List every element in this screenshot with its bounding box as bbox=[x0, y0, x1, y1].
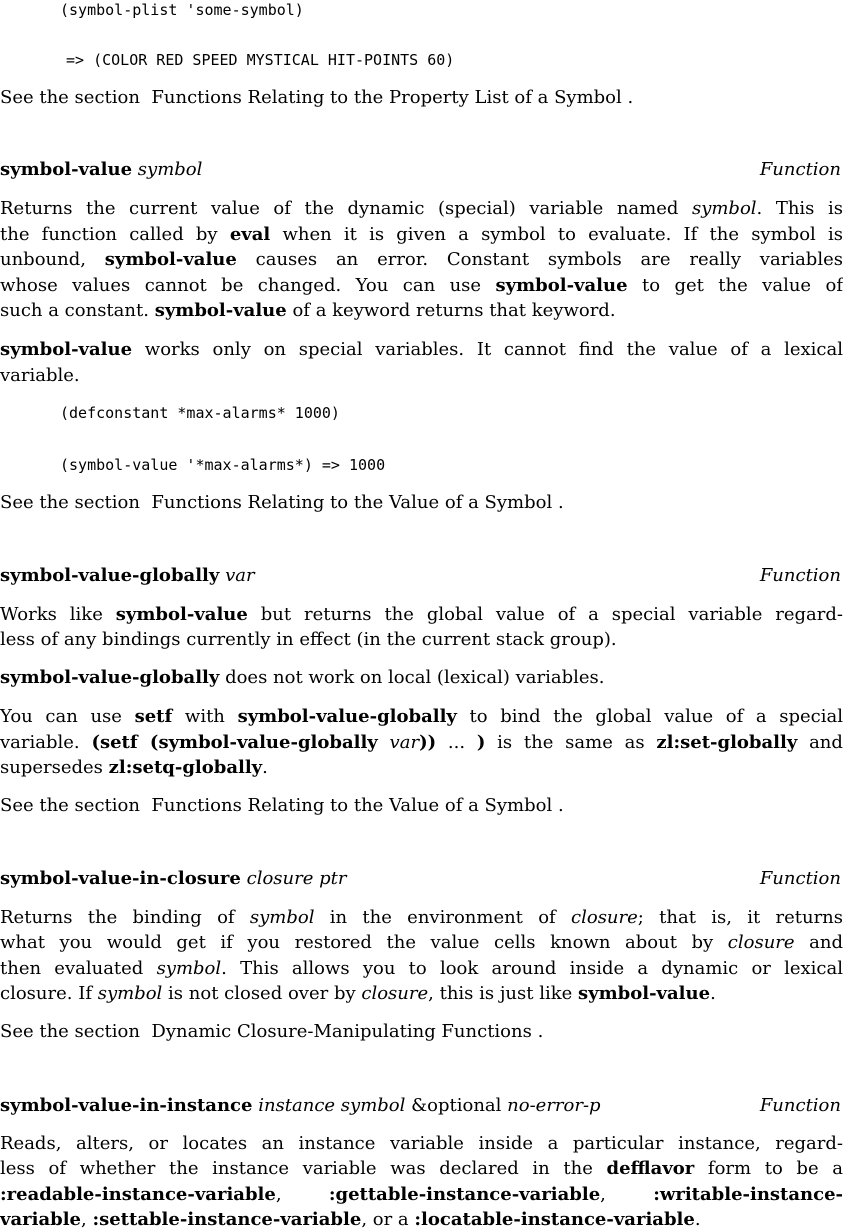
function-name: symbol-value-in-closure bbox=[0, 868, 241, 889]
paragraph-line: less of whether the instance variable was declared in the defflavor form to be a bbox=[0, 1158, 843, 1179]
code-line: => (COLOR RED SPEED MYSTICAL HIT-POINTS 60) bbox=[66, 51, 455, 69]
see-also: See the section Functions Relating to the Value of a Symbol . bbox=[0, 795, 564, 816]
entry-kind: Function bbox=[759, 565, 841, 586]
function-args: symbol bbox=[137, 159, 203, 180]
see-also: See the section Dynamic Closure-Manipulating Functions . bbox=[0, 1021, 544, 1042]
paragraph-line: the function called by eval when it is given a symbol to evaluate. If the symbol is bbox=[0, 224, 843, 245]
paragraph-line: variable. bbox=[0, 365, 80, 386]
cross-reference-link[interactable]: Functions Relating to the Property List of a Symbol bbox=[151, 87, 622, 108]
paragraph-line: Reads, alters, or locates an instance variable inside a particular instance, regard- bbox=[0, 1133, 843, 1154]
entry-header bbox=[0, 1094, 843, 1118]
code-line: (symbol-plist 'some-symbol) bbox=[60, 1, 304, 19]
function-name: symbol-value-in-instance bbox=[0, 1095, 253, 1116]
paragraph-line: closure. If symbol is not closed over by closure, this is just like symbol-value. bbox=[0, 983, 716, 1004]
code-line: (symbol-value '*max-alarms*) => 1000 bbox=[60, 456, 386, 474]
paragraph-line: less of any bindings currently in effect (in the current stack group). bbox=[0, 629, 617, 650]
paragraph-line: variable. (setf (symbol-value-globally var)) ... ) is the same as zl:set-globally and bbox=[0, 732, 843, 753]
see-also: See the section Functions Relating to the Value of a Symbol . bbox=[0, 492, 564, 513]
entry-header bbox=[0, 867, 843, 891]
lambda-keyword: &optional bbox=[411, 1095, 502, 1116]
paragraph-line: variable, :settable-instance-variable, or a :locatable-instance-variable. bbox=[0, 1209, 701, 1230]
paragraph-line: whose values cannot be changed. You can use symbol-value to get the value of bbox=[0, 275, 843, 296]
entry-header bbox=[0, 564, 843, 588]
entry-kind: Function bbox=[759, 159, 841, 180]
paragraph-line: unbound, symbol-value causes an error. Constant symbols are really variables bbox=[0, 249, 843, 270]
see-also: See the section Functions Relating to the Property List of a Symbol . bbox=[0, 87, 634, 108]
entry-kind: Function bbox=[759, 868, 841, 889]
function-args: instance symbol bbox=[258, 1095, 406, 1116]
paragraph-line: Works like symbol-value but returns the global value of a special variable regard- bbox=[0, 604, 843, 625]
paragraph-line: :readable-instance-variable, :gettable-instance-variable, :writable-instance- bbox=[0, 1184, 843, 1205]
cross-reference-link[interactable]: Dynamic Closure-Manipulating Functions bbox=[151, 1021, 532, 1042]
paragraph-line: Returns the binding of symbol in the environment of closure; that is, it returns bbox=[0, 907, 843, 928]
function-args: no-error-p bbox=[507, 1095, 601, 1116]
entry-kind: Function bbox=[759, 1095, 841, 1116]
function-name: symbol-value bbox=[0, 159, 133, 180]
paragraph-line: supersedes zl:setq-globally. bbox=[0, 757, 268, 778]
function-name: symbol-value-globally bbox=[0, 565, 220, 586]
cross-reference-link[interactable]: Functions Relating to the Value of a Symbol bbox=[151, 492, 553, 513]
function-args: closure ptr bbox=[246, 868, 347, 889]
entry-header bbox=[0, 158, 843, 182]
paragraph-line: what you would get if you restored the value cells known about by closure and bbox=[0, 932, 843, 953]
paragraph-line: You can use setf with symbol-value-globally to bind the global value of a special bbox=[0, 706, 843, 727]
paragraph-line: then evaluated symbol. This allows you to look around inside a dynamic or lexical bbox=[0, 958, 843, 979]
function-args: var bbox=[225, 565, 255, 586]
cross-reference-link[interactable]: Functions Relating to the Value of a Symbol bbox=[151, 795, 553, 816]
paragraph-line: such a constant. symbol-value of a keyword returns that keyword. bbox=[0, 300, 616, 321]
code-line: (defconstant *max-alarms* 1000) bbox=[60, 404, 340, 422]
paragraph-line: symbol-value-globally does not work on local (lexical) variables. bbox=[0, 667, 605, 688]
paragraph-line: symbol-value works only on special variables. It cannot find the value of a lexical bbox=[0, 339, 843, 360]
paragraph-line: Returns the current value of the dynamic (special) variable named symbol. This is bbox=[0, 198, 843, 219]
